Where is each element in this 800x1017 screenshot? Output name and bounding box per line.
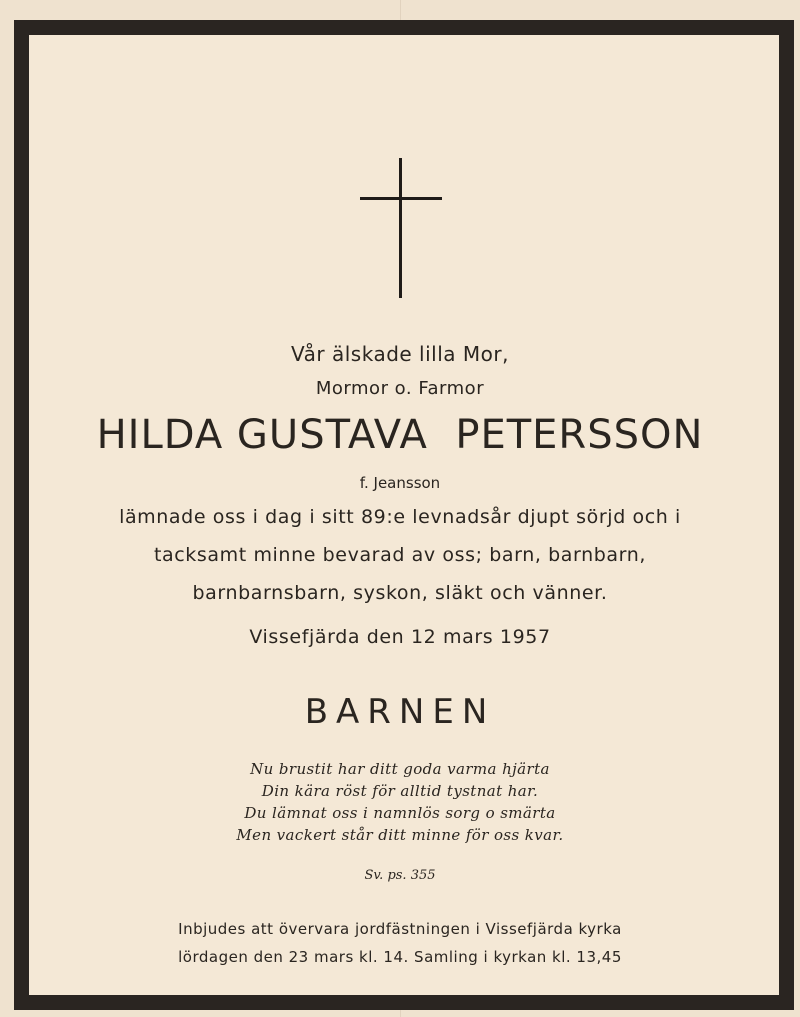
poem-line-1: Nu brustit har ditt goda varma hjärta (250, 760, 550, 778)
intro-line-2: Mormor o. Farmor (315, 378, 485, 399)
poem-line-3: Du lämnat oss i namnlös sorg o smärta (244, 804, 556, 822)
cross-icon (360, 158, 442, 298)
deceased-name: HILDA GUSTAVA PETERSSON (96, 412, 704, 458)
body-line-3: barnbarnsbarn, syskon, släkt och vänner. (192, 582, 608, 604)
signature: BARNEN (304, 692, 496, 732)
body-line-1: lämnade oss i dag i sitt 89:e levnadsår djupt sörjd och i (119, 506, 681, 528)
intro-line-1: Vår älskade lilla Mor, (291, 342, 509, 366)
place-date: Vissefjärda den 12 mars 1957 (249, 626, 551, 648)
poem-line-4: Men vackert står ditt minne för oss kvar. (236, 826, 564, 844)
cross-horizontal-bar (360, 197, 442, 200)
hymn-reference: Sv. ps. 355 (364, 868, 436, 883)
body-line-2: tacksamt minne bevarad av oss; barn, barnbarn, (153, 544, 647, 566)
poem-line-2: Din kära röst för alltid tystnat har. (261, 782, 539, 800)
invitation-line-2: lördagen den 23 mars kl. 14. Samling i kyrkan kl. 13,45 (178, 948, 622, 966)
maiden-name: f. Jeansson (359, 474, 441, 492)
cross-vertical-bar (399, 158, 402, 298)
invitation-line-1: Inbjudes att övervara jordfästningen i Vissefjärda kyrka (178, 920, 622, 938)
